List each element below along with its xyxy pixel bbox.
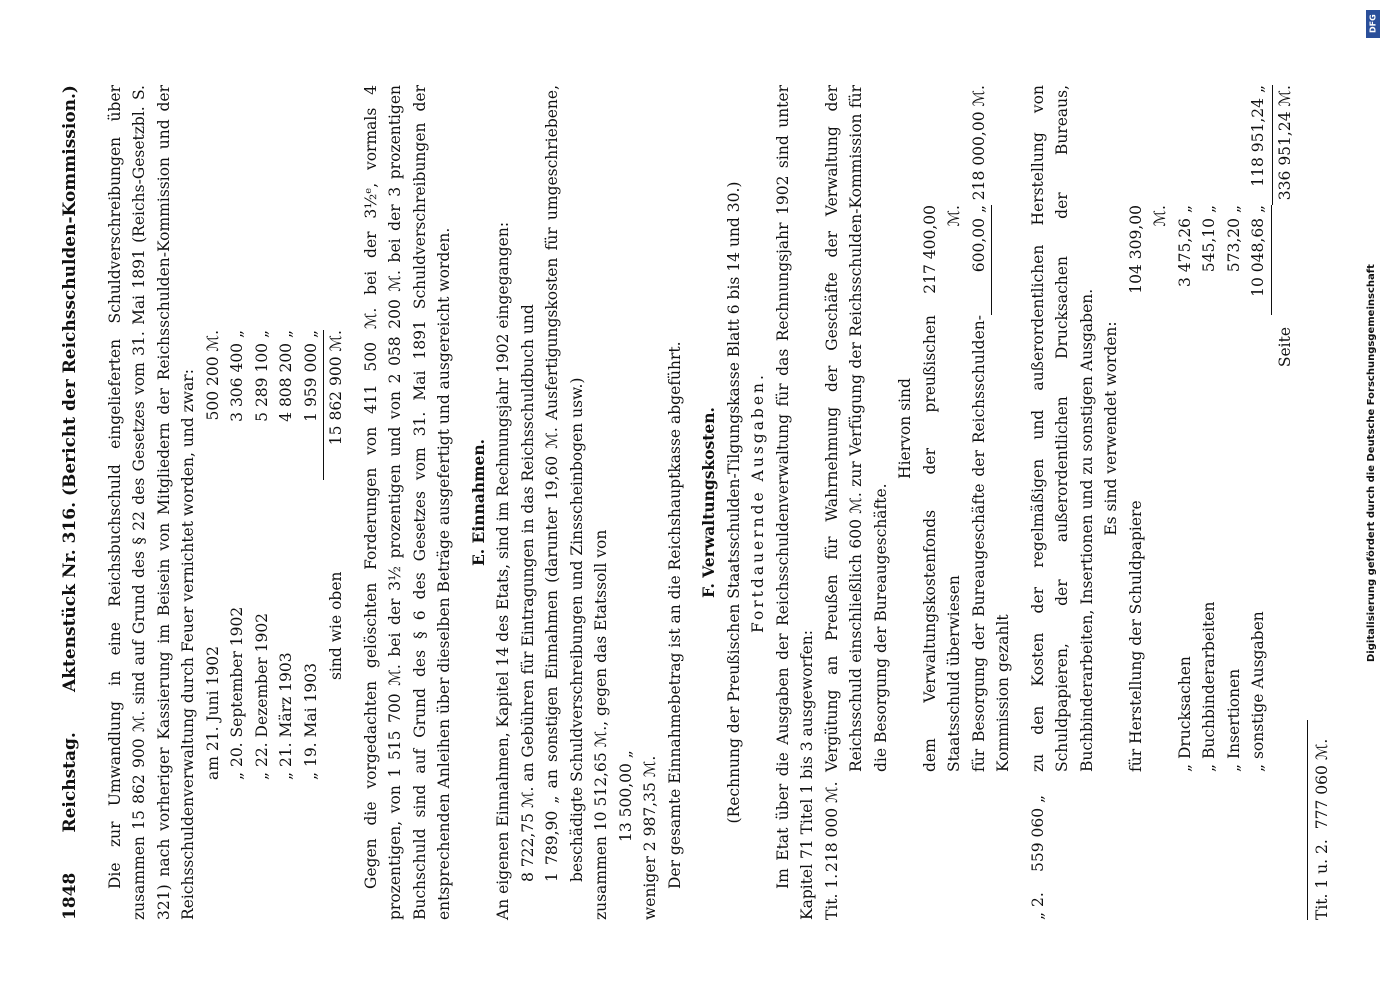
income-less-line: weniger 2 987,35 ℳ.	[641, 755, 659, 920]
title-1-total: 218 000,00 ℳ.	[969, 85, 988, 201]
title-2-amount: 559 060 „	[1028, 794, 1047, 872]
title-1-label: Tit. 1.	[822, 873, 841, 920]
list-item: für Herstellung der Schuldpapiere 104 309,00 ℳ.	[1126, 205, 1169, 772]
list-item: „ Drucksachen 3 475,26 „	[1175, 205, 1194, 772]
digitization-credit: Digitalisierung gefördert durch die Deutsche Forschungsgemeinschaft	[1366, 264, 1377, 662]
report-title: (Bericht der Reichsschulden-Kommission.)	[60, 85, 80, 497]
list-item: „ Insertionen 573,20 „	[1224, 205, 1243, 772]
section-e-heading: E. Einnahmen.	[468, 438, 488, 567]
page-total: 336 951,24 ℳ.	[1272, 85, 1298, 205]
section-f-intro: Im Etat über die Ausgaben der Reichsschuldenverwaltung für das Rechnungsjahr 1902 sind unter Kapitel 71 Titel 1 bis 3 ausgeworfen:	[773, 85, 816, 920]
section-f-category: Fortdauernde Ausgaben.	[749, 372, 767, 633]
document-body	[58, 85, 1335, 920]
list-item: „ Buchbinderarbeiten 545,10 „	[1200, 205, 1218, 772]
title-1-item-a-amount: 217 400,00 ℳ.	[920, 205, 963, 294]
footer-amount: 777 060 ℳ.	[1313, 738, 1331, 830]
list-item: „ 20. September 1902 3 306 400 „	[228, 330, 246, 780]
footer-sum	[1307, 720, 1335, 920]
title-1-item-b-amount: 600,00 „	[967, 205, 993, 315]
title-2-total: 118 951,24 „	[1249, 85, 1267, 187]
destruction-date-list	[201, 330, 349, 780]
page-total-label: Seite	[1275, 327, 1294, 368]
page-number: 1848	[60, 872, 80, 920]
title-2-text: zu den Kosten der regelmäßigen und außerordentlichen Herstellung von Schuldpapieren, der außerordentlichen Drucksachen der Bureaus, Buchbinderarbeiten, Insertionen und zu sonstigen Ausgaben.	[1028, 85, 1096, 772]
section-f-heading: F. Verwaltungskosten.	[699, 407, 718, 598]
page-header	[58, 85, 89, 920]
title-1-block	[820, 85, 1016, 920]
list-item: „ 19. Mai 1903 1 959 000 „	[301, 330, 320, 780]
title-2-used: Es sind verwendet worden:	[1102, 321, 1120, 536]
income-line-other: 1 789,90 „ an sonstigen Einnahmen (darunter 19,60 ℳ. Ausfertigungskosten für umgeschriebene, beschädigte Schuldverschreibungen und Zinsscheinbogen usw.)	[543, 85, 586, 882]
income-etat-line: 13 500,00 „	[616, 750, 635, 842]
document-reference: Aktenstück Nr. 316.	[60, 501, 80, 692]
institution-name: Reichstag.	[60, 732, 80, 833]
section-f-subheading: (Rechnung der Preußischen Staatsschulden-Tilgungskasse Blatt 6 bis 14 und 30.)	[724, 181, 743, 824]
income-sum-line: zusammen 10 512,65 ℳ., gegen das Etatssoll von	[592, 529, 610, 920]
list-item: „ 21. März 1903 4 808 200 „	[277, 330, 295, 780]
list-item: „ sonstige Ausgaben 10 048,68 „ 118 951,24 „	[1246, 85, 1272, 772]
title-1-davon: Hiervon sind	[896, 378, 914, 479]
dfg-logo-icon: DFG	[1366, 10, 1380, 38]
section-e-intro: An eigenen Einnahmen, Kapitel 14 des Etats, sind im Rechnungsjahr 1902 eingegangen:	[494, 221, 512, 920]
destruction-total: sind wie oben 15 862 900 ℳ.	[323, 330, 349, 780]
footer-label: Tit. 1 u. 2.	[1313, 839, 1331, 920]
title-1-amount: 218 000 ℳ.	[822, 781, 841, 872]
list-item: am 21. Juni 1902 500 200 ℳ.	[203, 330, 222, 780]
list-item: „ 22. Dezember 1902 5 289 100 „	[252, 330, 271, 780]
title-1-text: Vergütung an Preußen für Wahrnehmung der Geschäfte der Verwaltung der Reichsschuld einschließlich 600 ℳ. zur Verfügung der Reichsschulden-Kommission für die Besorgung der Bureaugeschäfte.	[822, 85, 890, 772]
intro-paragraph: Die zur Umwandlung in eine Reichsbuchschuld eingelieferten Schuldverschreibungen über zusammen 15 862 900 ℳ. sind auf Grund des § 22 des Gesetzes vom 31. Mai 1891 (Reichs-Gesetzbl. S. 321) nach vorheriger Kassierung im Beisein von Mitgliedern der Reichsschulden-Kommission und der Reichsschuldenverwaltung durch Feuer vernichtet worden, und zwar:	[105, 85, 197, 920]
title-2-block	[1026, 85, 1298, 920]
income-closing: Der gesamte Einnahmebetrag ist an die Reichshauptkasse abgeführt.	[665, 341, 684, 889]
claims-paragraph: Gegen die vorgedachten gelöschten Forderungen von 411 500 ℳ. bei der 3½ᵉ, vormals 4 prozentigen, von 1 515 700 ℳ. bei der 3½ prozentigen und von 2 058 200 ℳ. bei der 3 prozentigen Buchschuld sind auf Grund des § 6 des Gesetzes vom 31. Mai 1891 Schuldverschreibungen der entsprechenden Anleihen über dieselben Beträge ausgefertigt und ausgereicht worden.	[361, 85, 453, 920]
income-line-fees: 8 722,75 ℳ. an Gebühren für Eintragungen in das Reichsschuldbuch und	[518, 304, 537, 882]
rotated-document-page	[0, 60, 1383, 1000]
title-1-item-b-text: für Besorgung der Bureaugeschäfte der Reichsschulden-Kommission gezahlt	[969, 315, 1012, 772]
title-2-label: „ 2.	[1028, 892, 1047, 920]
title-1-item-a-text: dem Verwaltungskostenfonds der preußischen Staatsschuld überwiesen	[920, 315, 963, 772]
